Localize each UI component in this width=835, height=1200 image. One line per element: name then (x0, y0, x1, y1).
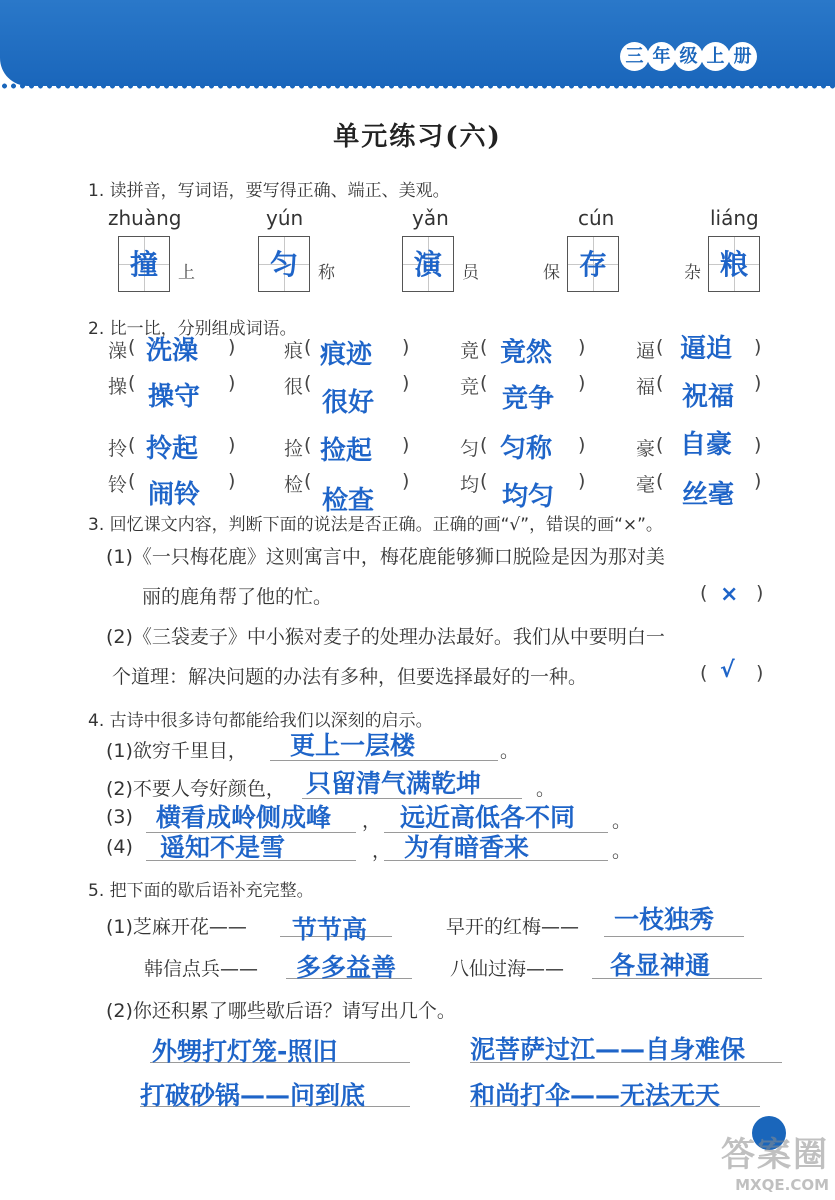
paren: ( (304, 470, 312, 492)
saying-prefix: 八仙过海—— (450, 958, 565, 980)
prompt-char: 毫 (636, 474, 656, 496)
answer-word: 匀称 (500, 434, 553, 464)
paren: ) (402, 336, 410, 358)
paren: ) (228, 336, 236, 358)
judge-mark: × (720, 582, 739, 607)
saying-prefix: (1)芝麻开花—— (106, 916, 247, 938)
answer-word: 拎起 (146, 434, 199, 464)
watermark-url: MXQE.COM (735, 1176, 829, 1194)
grade-char: 级 (674, 42, 703, 71)
prompt-char: 检 (284, 474, 304, 496)
extra-saying: 打破砂锅——问到底 (140, 1081, 366, 1110)
pinyin: liáng (710, 206, 759, 230)
poem-answer: 更上一层楼 (290, 731, 416, 760)
paren: ) (228, 372, 236, 394)
pinyin: zhuàng (108, 206, 182, 230)
paren: ( (480, 372, 488, 394)
printed-char: 杂 (684, 263, 701, 283)
paren: ) (578, 336, 586, 358)
printed-char: 员 (462, 263, 479, 283)
punct: ， (372, 840, 392, 862)
grade-char: 册 (728, 42, 757, 71)
q5-subquestion: (2)你还积累了哪些歇后语？请写出几个。 (106, 1000, 456, 1022)
prompt-char: 捡 (284, 438, 304, 460)
answer-word: 祝福 (682, 382, 735, 412)
q3-heading: 3. 回忆课文内容，判断下面的说法是否正确。正确的画“√”，错误的画“×”。 (88, 515, 663, 535)
grade-badge (622, 42, 757, 72)
paren: ( (480, 434, 488, 456)
answer-word: 竞争 (502, 384, 555, 414)
paren: ) (756, 662, 764, 684)
pinyin: yún (266, 206, 304, 230)
extra-saying: 泥菩萨过江——自身难保 (470, 1035, 746, 1064)
paren: ) (578, 434, 586, 456)
extra-saying: 和尚打伞——无法无天 (470, 1081, 721, 1110)
q2-heading: 2. 比一比，分别组成词语。 (88, 319, 297, 339)
prompt-char: 痕 (284, 340, 304, 362)
paren: ( (128, 372, 136, 394)
answer-word: 逼迫 (680, 334, 733, 364)
statement-line: 丽的鹿角帮了他的忙。 (142, 586, 333, 608)
saying-prefix: 早开的红梅—— (446, 916, 580, 938)
q4-heading: 4. 古诗中很多诗句都能给我们以深刻的启示。 (88, 711, 433, 731)
page-title: 单元练习(六) (333, 122, 502, 152)
watermark (721, 1127, 829, 1194)
prompt-char: 豪 (636, 438, 656, 460)
answer-word: 很好 (322, 388, 375, 418)
paren: ( (480, 336, 488, 358)
saying-answer: 一枝独秀 (614, 905, 715, 934)
poem-answer: 为有暗香来 (404, 833, 530, 862)
paren: ) (578, 372, 586, 394)
answer-word: 检查 (322, 486, 375, 516)
answer-box: 匀 (258, 236, 310, 292)
paren: ( (700, 662, 708, 684)
answer-box: 存 (567, 236, 619, 292)
punct: 。 (536, 778, 556, 800)
extra-saying: 外甥打灯笼-照旧 (152, 1037, 338, 1066)
answer-word: 操守 (148, 382, 201, 412)
q1-heading: 1. 读拼音，写词语，要写得正确、端正、美观。 (88, 181, 450, 201)
grade-char: 年 (647, 42, 676, 71)
saying-answer: 各显神通 (610, 951, 711, 980)
statement-line: 个道理：解决问题的办法有多种，但要选择最好的一种。 (112, 666, 588, 688)
statement-line: (2)《三袋麦子》中小猴对麦子的处理办法最好。我们从中要明白一 (106, 626, 665, 648)
answer-box: 撞 (118, 236, 170, 292)
paren: ( (656, 372, 664, 394)
paren: ( (480, 470, 488, 492)
prompt-char: 竞 (460, 376, 480, 398)
prompt-char: 很 (284, 376, 304, 398)
prompt-char: 铃 (108, 474, 128, 496)
q5-heading: 5. 把下面的歇后语补充完整。 (88, 881, 314, 901)
poem-prefix: (1)欲穷千里目， (106, 740, 247, 762)
poem-answer: 远近高低各不同 (400, 803, 576, 832)
answer-box: 演 (402, 236, 454, 292)
paren: ( (128, 470, 136, 492)
paren: ) (754, 336, 762, 358)
answer-box: 粮 (708, 236, 760, 292)
answer-word: 闹铃 (148, 480, 201, 510)
grade-char: 上 (701, 42, 730, 71)
judge-mark: √ (720, 658, 735, 683)
answer-line (604, 936, 744, 937)
prompt-char: 逼 (636, 340, 656, 362)
paren: ( (656, 470, 664, 492)
paren: ( (128, 336, 136, 358)
paren: ) (402, 372, 410, 394)
punct: 。 (612, 810, 632, 832)
prompt-char: 操 (108, 376, 128, 398)
paren: ) (578, 470, 586, 492)
poem-prefix: (4) (106, 836, 133, 858)
answer-word: 自豪 (680, 430, 733, 460)
prompt-char: 澡 (108, 340, 128, 362)
saying-answer: 多多益善 (296, 953, 397, 982)
paren: ) (754, 372, 762, 394)
prompt-char: 竟 (460, 340, 480, 362)
saying-prefix: 韩信点兵—— (144, 958, 259, 980)
answer-word: 捡起 (320, 436, 373, 466)
paren: ) (228, 434, 236, 456)
printed-char: 上 (178, 263, 195, 283)
printed-char: 称 (318, 263, 335, 283)
statement-line: (1)《一只梅花鹿》这则寓言中，梅花鹿能够狮口脱险是因为那对美 (106, 546, 665, 568)
poem-prefix: (2)不要人夸好颜色， (106, 778, 285, 800)
punct: ， (362, 810, 382, 832)
paren: ) (754, 434, 762, 456)
dotted-border (0, 80, 835, 92)
poem-answer: 遥知不是雪 (160, 833, 286, 862)
prompt-char: 福 (636, 376, 656, 398)
answer-word: 洗澡 (146, 336, 199, 366)
punct: 。 (612, 840, 632, 862)
prompt-char: 均 (460, 474, 480, 496)
paren: ( (656, 336, 664, 358)
paren: ( (304, 336, 312, 358)
watermark-text: 答案圈 (721, 1135, 829, 1175)
paren: ( (304, 372, 312, 394)
saying-answer: 节节高 (292, 915, 368, 944)
paren: ) (402, 434, 410, 456)
prompt-char: 匀 (460, 438, 480, 460)
paren: ( (700, 582, 708, 604)
paren: ) (756, 582, 764, 604)
answer-word: 丝毫 (682, 480, 735, 510)
poem-answer: 横看成岭侧成峰 (156, 803, 332, 832)
paren: ) (228, 470, 236, 492)
grade-char: 三 (620, 42, 649, 71)
paren: ( (128, 434, 136, 456)
answer-word: 均匀 (502, 482, 555, 512)
pinyin: cún (578, 206, 615, 230)
paren: ( (656, 434, 664, 456)
paren: ( (304, 434, 312, 456)
answer-word: 竟然 (500, 338, 553, 368)
pinyin: yǎn (412, 206, 449, 230)
poem-answer: 只留清气满乾坤 (306, 769, 482, 798)
answer-word: 痕迹 (320, 340, 373, 370)
poem-prefix: (3) (106, 806, 133, 828)
printed-char: 保 (543, 263, 560, 283)
paren: ) (402, 470, 410, 492)
punct: 。 (500, 740, 520, 762)
paren: ) (754, 470, 762, 492)
prompt-char: 拎 (108, 438, 128, 460)
